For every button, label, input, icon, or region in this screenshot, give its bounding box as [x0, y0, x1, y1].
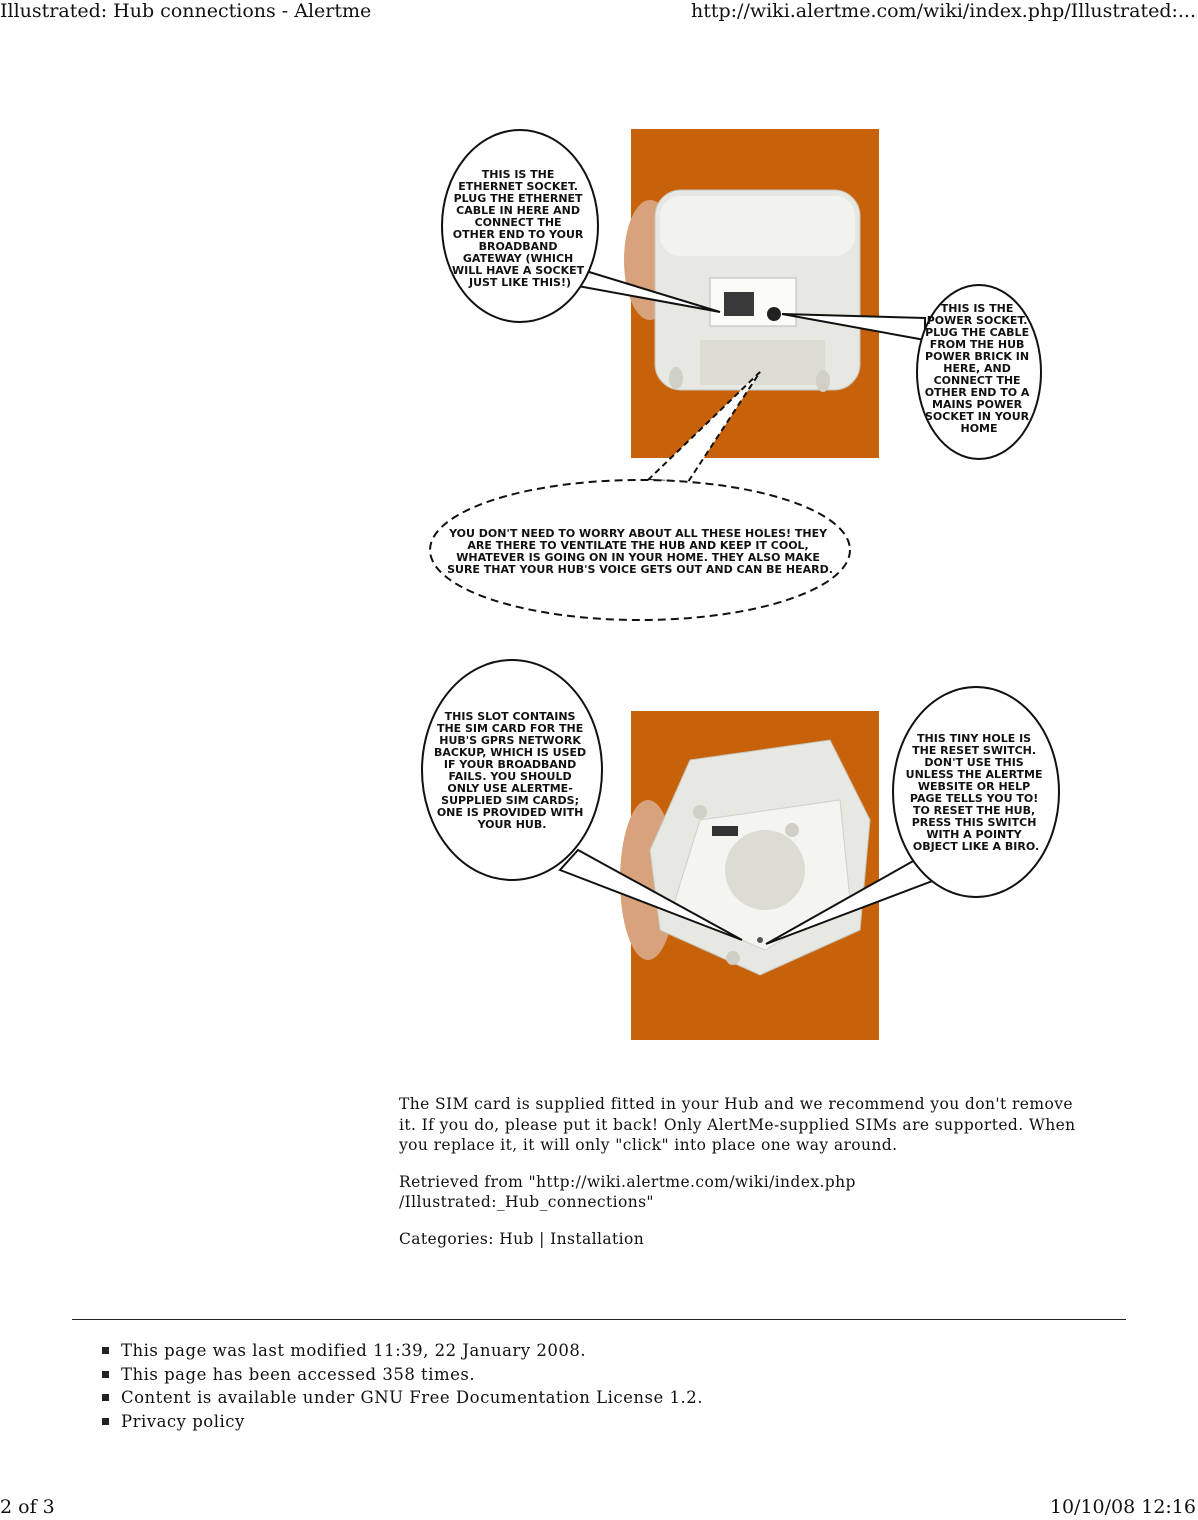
hub-device-back — [624, 190, 860, 392]
reset-hole — [757, 937, 763, 943]
ethernet-port — [724, 292, 754, 316]
article-content — [399, 1094, 1079, 1265]
print-page-title: Illustrated: Hub connections - Alertme — [0, 0, 372, 22]
footer-item-license[interactable]: Content is available under GNU Free Documentation License 1.2. — [102, 1386, 703, 1410]
categories — [399, 1229, 1079, 1250]
bullet-icon — [102, 1394, 109, 1401]
bullet-icon — [102, 1347, 109, 1354]
footer-divider — [72, 1319, 1126, 1320]
retrieved-from — [399, 1172, 1079, 1213]
category-separator: | — [539, 1229, 545, 1248]
footer-info-list — [102, 1339, 703, 1433]
print-datetime: 10/10/08 12:16 — [1049, 1496, 1196, 1518]
print-page-url: http://wiki.alertme.com/wiki/index.php/Illustrated:... — [690, 0, 1196, 22]
print-page-number: 2 of 3 — [0, 1496, 55, 1518]
figure-bottom — [422, 660, 1059, 1040]
retrieved-line-1: Retrieved from "http://wiki.alertme.com/wiki/index.php — [399, 1172, 856, 1191]
callout-ethernet-text: THIS IS THE ETHERNET SOCKET. PLUG THE ETHERNET CABLE IN HERE AND CONNECT THE OTHER END TO YOUR BROADBAND GATEWAY (WHICH WILL HAVE A SOCKET JUST LIKE THIS!) — [452, 168, 585, 289]
footer-item-access-count: This page has been accessed 358 times. — [102, 1363, 703, 1387]
footer-item-last-modified: This page was last modified 11:39, 22 January 2008. — [102, 1339, 703, 1363]
power-port — [767, 307, 781, 321]
retrieved-line-2: /Illustrated:_Hub_connections" — [399, 1193, 654, 1211]
sim-note-paragraph: The SIM card is supplied fitted in your Hub and we recommend you don't remove it. If you do, please put it back! Only AlertMe-supplied SIMs are supported. When you replace it, it will only "click" into place one way around. — [399, 1095, 1076, 1154]
callout-power-text: THIS IS THE POWER SOCKET. PLUG THE CABLE FROM THE HUB POWER BRICK IN HERE, AND CONNECT THE OTHER END TO A MAINS POWER SOCKET IN YOUR HOME — [924, 302, 1030, 435]
categories-label: Categories: — [399, 1229, 494, 1248]
print-header — [0, 0, 1198, 24]
figure-top — [430, 129, 1041, 620]
callout-reset-text: THIS TINY HOLE IS THE RESET SWITCH. DON'T USE THIS UNLESS THE ALERTME WEBSITE OR HELP PAGE TELLS YOU TO! TO RESET THE HUB, PRESS THIS SWITCH WITH A POINTY OBJECT LIKE A BIRO. — [905, 732, 1043, 853]
print-footer — [0, 1496, 1198, 1520]
bullet-icon — [102, 1371, 109, 1378]
sim-slot — [712, 826, 738, 836]
callout-sim-text: THIS SLOT CONTAINS THE SIM CARD FOR THE HUB'S GPRS NETWORK BACKUP, WHICH IS USED IF YOUR BROADBAND FAILS. YOU SHOULD ONLY USE ALERTME- SUPPLIED SIM CARDS; ONE IS PROVIDED WITH YOUR HUB. — [433, 710, 587, 831]
footer-item-privacy-policy[interactable]: Privacy policy — [102, 1410, 703, 1434]
callout-holes-text: YOU DON'T NEED TO WORRY ABOUT ALL THESE HOLES! THEY ARE THERE TO VENTILATE THE HUB AND KEEP IT COOL, WHATEVER IS GOING ON IN YOUR HOME. THEY ALSO MAKE SURE THAT YOUR HUB'S VOICE GETS OUT AND CAN BE HEARD. — [447, 527, 833, 576]
illustrated-hub-figures — [400, 120, 1080, 1050]
bullet-icon — [102, 1418, 109, 1425]
category-link-hub[interactable]: Hub — [499, 1229, 534, 1248]
category-link-installation[interactable]: Installation — [550, 1229, 645, 1248]
